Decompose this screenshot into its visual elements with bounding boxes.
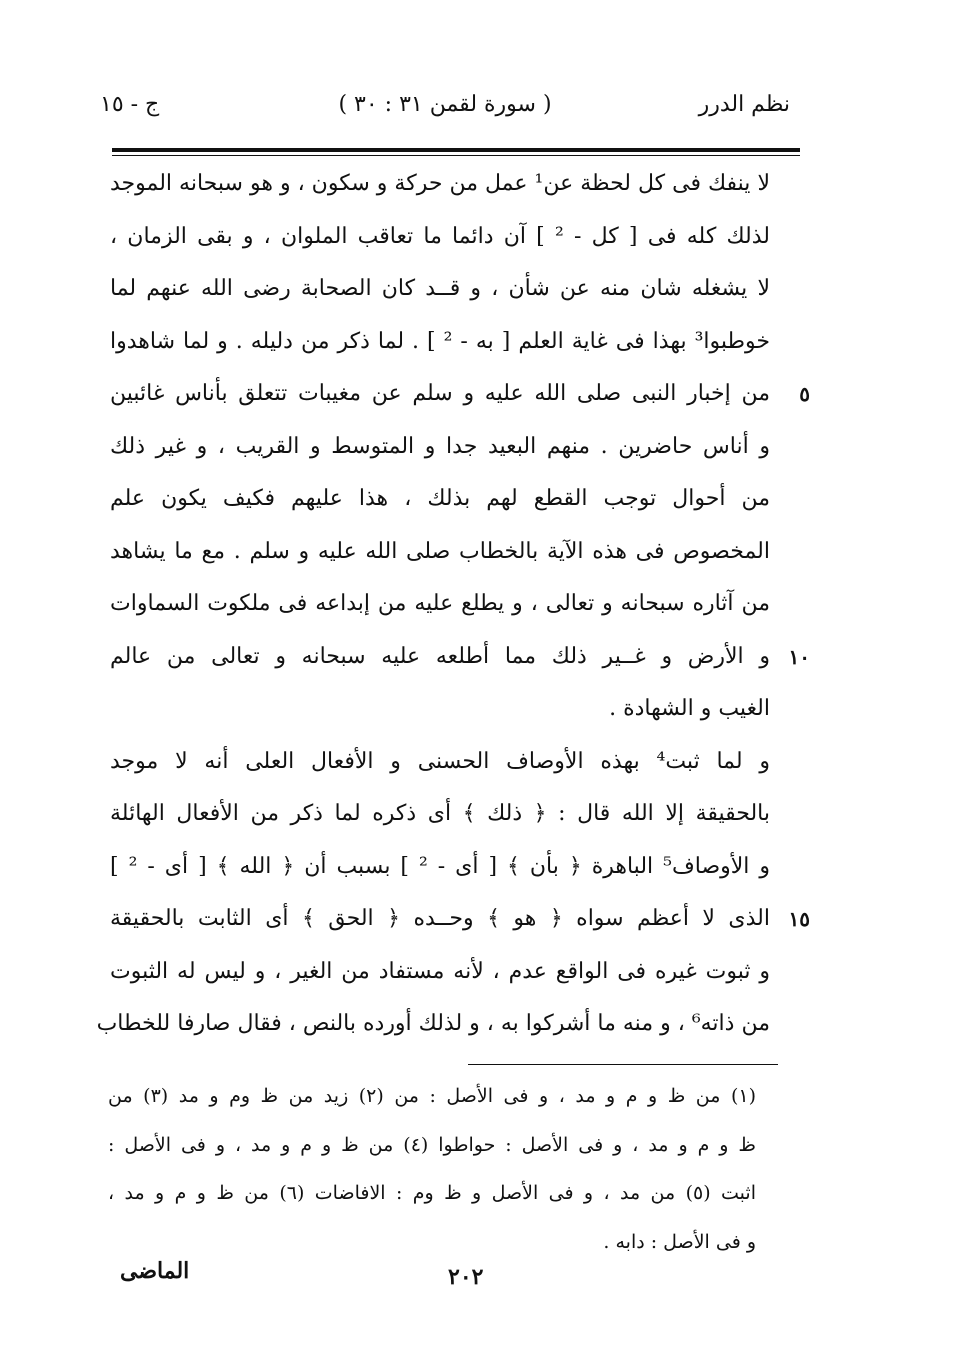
text-line: المخصوص فى هذه الآية بالخطاب صلى الله عليه و سلم . مع ما يشاهد [110,538,770,564]
text-line: خوطبوا³ بهذا فى غاية العلم [ به - ² ] . لما ذكر من دليله . و لما شاهدوا [110,328,771,354]
header-rule-thin [112,155,800,156]
text-line: بالحقيقة إلا الله قال : ﴿ ذلك ﴾ أى ذكره لما ذكر من الأفعال الهائلة [110,801,770,826]
text-line-numbered [110,893,810,946]
text-line-numbered [110,368,810,421]
text-line: لذلك كله فى [ كل - ² ] آن دائما ما تعاقب الملوان ، و بقى الزمان ، [110,223,770,249]
text-line-content: و الأرض و غــير ذلك مما أطلعه عليه سبحانه و تعالى من عالم [110,643,770,669]
line-number-5: ٥ [799,382,810,406]
running-header [100,92,790,132]
text-line-content: الذى لا أعظم سواه ﴿ هو ﴾ وحــده ﴿ الحق ﴾ أى الثابت بالحقيقة [110,906,770,931]
footnote-line: و فى الأصل : دابه . [603,1230,756,1253]
volume-number: ج - ١٥ [100,92,160,117]
footnote-line: ظ و م و مد ، و فى الأصل : حواطوا (٤) من ظ و م و مد ، و فى الأصل : [108,1133,756,1156]
surah-reference: ( سورة لقمن ٣١ : ٣٠ ) [338,92,552,117]
footnote-line: (١) من ظ و م و مد ، و فى الأصل : من (٢) زيد من ظ وم و مد (٣) من [108,1085,756,1107]
text-line-numbered [110,631,810,684]
catchword: الماضى [120,1258,190,1284]
line-number-10: ١٠ [788,644,810,669]
text-line: لا يشغله شان منه عن شأن ، و قــد كان الصحابة رضى الله عنهم لما [110,276,770,301]
text-line-content: من إخبار النبى صلى الله عليه و سلم عن مغيبات تتعلق بأناس غائبين [110,381,770,406]
text-line: و لما ثبت⁴ بهذه الأوصاف الحسنى و الأفعال العلى أنه لا موجد [110,748,771,774]
footnote-line: اثبت (٥) من مد ، و فى الأصل و ظ وم : الافاضات (٦) من ظ و م و مد ، [108,1182,756,1204]
line-number-15: ١٥ [788,907,810,931]
text-line: الغيب و الشهادة . [609,696,770,721]
footnotes [108,1072,756,1266]
text-line: من ذاته⁶ ، و منه ما أشركوا به ، و لذلك أورده بالنص ، فقال صارفا للخطاب [96,1011,770,1036]
text-line: لا ينفك فى كل لحظة عن¹ عمل من حركة و سكون ، و هو سبحانه الموجد [110,171,770,196]
book-title: نظم الدرر [698,92,790,117]
text-line: من أحوال توجب القطع لهم بذلك ، هذا عليهم فكيف يكون علم [110,486,770,511]
page-number: ٢٠٢ [448,1264,484,1290]
header-rule [112,148,800,152]
text-line: و ثبوت غيره فى الواقع عدم ، لأنه مستفاد من الغير ، و ليس له الثبوت [110,958,770,984]
text-line: و أناس حاضرين . منهم البعيد جدا و المتوسط و القريب ، و غير ذلك [110,433,770,459]
text-line: و الأوصاف⁵ الباهرة ﴿ بأن ﴾ [ أى - ² ] بسبب أن ﴿ الله ﴾ [ أى - ² ] [110,853,771,879]
footnote-rule [468,1064,778,1065]
text-line: من آثاره سبحانه و تعالى ، و يطلع عليه من إبداعه فى ملكوت السماوات [110,591,770,616]
main-text [96,158,810,1051]
